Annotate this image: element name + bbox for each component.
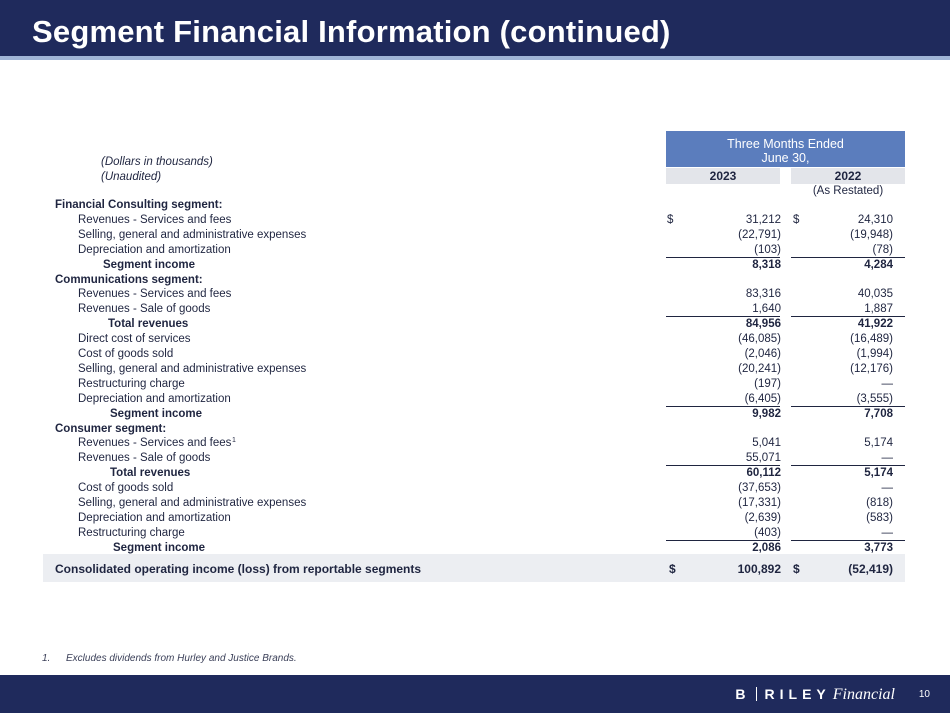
value-2023: (197) [754, 377, 781, 390]
value-2023: (20,241) [738, 362, 781, 375]
year-header-2023: 2023 [666, 168, 780, 184]
row-label: Revenues - Services and fees [78, 213, 232, 226]
currency-symbol: $ [793, 213, 800, 226]
value-2023: 60,112 [746, 467, 781, 480]
brand-logo-divider [756, 687, 757, 701]
table-row [55, 243, 905, 258]
table-row [55, 451, 905, 466]
row-label: Financial Consulting segment: [55, 199, 223, 211]
total-row [55, 562, 905, 577]
brand-logo-riley: RILEY [764, 686, 831, 702]
value-2023: 2,086 [752, 541, 781, 554]
value-2023: (46,085) [738, 333, 781, 346]
value-2022: — [881, 526, 893, 539]
value-2022: (818) [866, 497, 893, 509]
table-row [55, 258, 905, 273]
row-label: Communications segment: [55, 273, 203, 286]
row-label: Revenues - Sale of goods [78, 452, 211, 465]
value-2022: (3,555) [856, 392, 893, 405]
row-label: Selling, general and administrative expenses [78, 228, 307, 241]
total-value-2022: (52,419) [848, 562, 893, 576]
footnote-number: 1. [42, 653, 51, 664]
table-row [55, 347, 905, 362]
table-row [55, 496, 905, 511]
value-2023: (403) [754, 526, 781, 539]
value-2023: (2,046) [744, 348, 781, 360]
restated-note: (As Restated) [812, 185, 884, 197]
value-2022: (583) [866, 511, 893, 524]
table-row [55, 332, 905, 347]
row-label: Revenues - Sale of goods [78, 303, 211, 316]
section-header-row [55, 273, 905, 288]
value-2023: 84,956 [745, 318, 781, 331]
currency-symbol: $ [793, 562, 800, 576]
table-row [55, 317, 905, 332]
table-row [55, 302, 905, 317]
table-row [55, 436, 905, 451]
value-2022: 3,773 [864, 541, 893, 554]
brand-logo-b: B [735, 686, 748, 702]
footnote-marker: 1 [232, 437, 236, 445]
total-row-label: Consolidated operating income (loss) from reportable segments [55, 562, 422, 576]
value-2023: 9,982 [752, 407, 781, 420]
period-header-line1: Three Months Ended [727, 137, 844, 151]
value-2022: — [881, 482, 893, 495]
value-2022: 40,035 [857, 288, 893, 301]
row-label: Revenues - Services and fees [78, 288, 232, 301]
row-label: Total revenues [110, 467, 191, 480]
value-2022: 7,708 [864, 407, 893, 420]
header-divider [0, 56, 950, 60]
table-row [55, 392, 905, 407]
page-number: 10 [918, 689, 930, 700]
value-2022: 4,284 [864, 258, 893, 271]
row-label: Depreciation and amortization [78, 243, 231, 256]
row-label: Depreciation and amortization [78, 511, 231, 524]
value-2022: 5,174 [864, 437, 893, 450]
table-row [55, 287, 905, 302]
period-header-line2: June 30, [761, 151, 810, 165]
value-2022: (19,948) [850, 228, 893, 241]
row-label: Cost of goods sold [78, 482, 174, 495]
row-label: Selling, general and administrative expenses [78, 362, 307, 375]
value-2023: (37,653) [738, 482, 781, 495]
value-2023: (103) [754, 243, 781, 256]
value-2022: (12,176) [850, 362, 893, 375]
table-row [55, 407, 905, 422]
row-label: Cost of goods sold [78, 348, 174, 360]
period-header [666, 131, 905, 167]
table-row [55, 481, 905, 496]
value-2022: — [881, 452, 893, 465]
row-label: Depreciation and amortization [78, 392, 231, 405]
section-header-row [55, 198, 905, 213]
header-bar [0, 0, 950, 56]
row-label: Direct cost of services [78, 333, 191, 346]
footnote [42, 653, 297, 664]
value-2022: 1,887 [864, 303, 893, 316]
unaudited-note: (Unaudited) [101, 171, 162, 183]
value-2023: 1,640 [752, 303, 781, 316]
value-2022: 41,922 [857, 318, 893, 331]
value-2022: (16,489) [850, 333, 893, 346]
currency-symbol: $ [669, 562, 676, 576]
row-label: Segment income [103, 258, 196, 271]
value-2023: 8,318 [752, 258, 781, 271]
row-label: Segment income [113, 541, 206, 554]
value-2023: (17,331) [738, 497, 781, 509]
brand-logo [735, 686, 895, 704]
footer-bar [0, 675, 950, 713]
row-label: Total revenues [108, 318, 189, 331]
currency-symbol: $ [667, 213, 674, 226]
table-row [55, 228, 905, 243]
value-2023: (2,639) [744, 511, 781, 524]
value-2023: (22,791) [738, 228, 781, 241]
table-row [55, 511, 905, 526]
brand-logo-financial: Financial [832, 686, 895, 703]
units-note: (Dollars in thousands) [101, 156, 213, 168]
value-2022: (78) [872, 243, 893, 256]
value-2022: 24,310 [857, 213, 893, 226]
row-label: Selling, general and administrative expenses [78, 497, 307, 509]
value-2022: (1,994) [856, 348, 893, 360]
value-2022: 5,174 [864, 467, 893, 480]
table-row [55, 466, 905, 481]
row-label: Segment income [110, 407, 203, 420]
section-header-row [55, 422, 905, 437]
footnote-text: Excludes dividends from Hurley and Justice Brands. [66, 653, 297, 664]
row-label: Revenues - Services and fees [78, 437, 232, 450]
value-2023: 5,041 [752, 437, 781, 450]
value-2023: (6,405) [744, 392, 781, 405]
value-2023: 55,071 [745, 452, 781, 465]
page-title: Segment Financial Information (continued) [32, 14, 671, 49]
row-label: Consumer segment: [55, 422, 167, 435]
value-2023: 83,316 [745, 288, 781, 301]
table-row [55, 213, 905, 228]
year-header-2022: 2022 [791, 168, 905, 184]
value-2023: 31,212 [745, 213, 781, 226]
row-label: Restructuring charge [78, 526, 185, 539]
table-row [55, 377, 905, 392]
value-2022: — [881, 377, 893, 390]
table-row [55, 362, 905, 377]
row-label: Restructuring charge [78, 377, 185, 390]
table-row [55, 526, 905, 541]
total-value-2023: 100,892 [737, 562, 781, 576]
